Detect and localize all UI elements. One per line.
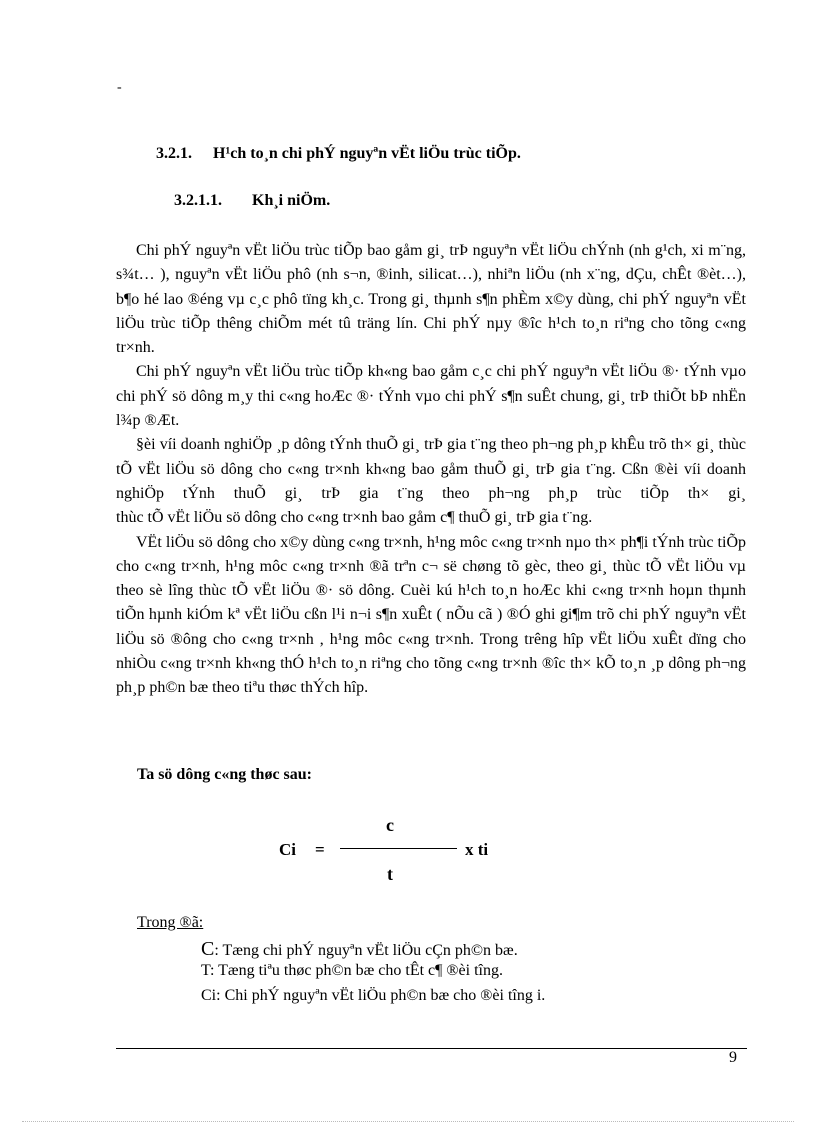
page-number: 9 <box>729 1049 737 1066</box>
legend-symbol: C <box>201 938 215 960</box>
paragraph: Chi phÝ nguyªn vËt liÖu trùc tiÕp bao gåm gi¸ trÞ nguyªn vËt liÖu chÝnh (nh g¹ch, xi m¨ng, s¾t… ), nguyªn vËt liÖu phô (nh s¬n, ®inh, silicat…), nhiªn liÖu (nh x¨ng, dÇu, chÊt ®èt…), b¶o hé lao ®éng vµ c¸c phô tïng kh¸c. Trong gi¸ thµnh s¶n phÈm x©y dùng, chi phÝ nguyªn vËt liÖu trùc tiÕp thêng chiÕm mét tû träng lín. Chi phÝ nµy ®îc h¹ch to¸n riªng cho tõng c«ng tr×nh. <box>116 242 746 357</box>
legend-item <box>201 962 503 980</box>
section-title: H¹ch to¸n chi phÝ nguyªn vËt liÖu trùc tiÕp. <box>213 145 521 162</box>
legend-symbol: T <box>201 962 210 979</box>
legend-text: : Tæng chi phÝ nguyªn vËt liÖu cÇn ph©n bæ. <box>214 942 518 959</box>
legend-title: Trong ®ã: <box>137 914 204 931</box>
paragraph: VËt liÖu sö dông cho x©y dùng c«ng tr×nh, h¹ng môc c«ng tr×nh nµo th× ph¶i tÝnh trùc tiÕp cho c«ng tr×nh, h¹ng môc c«ng tr×nh ®ã trªn c¬ së chøng tõ gèc, theo gi¸ thùc tÕ vËt liÖu vµ theo sè lîng thùc tÕ vËt liÖu ®· sö dông. Cuèi kú h¹ch to¸n hoÆc khi c«ng tr×nh hoµn thµnh tiÕn hµnh kiÓm kª vËt liÖu cßn l¹i n¬i s¶n xuÊt ( nÕu cã ) ®Ó ghi gi¶m trõ chi phÝ nguyªn vËt liÖu sö ®ông cho c«ng tr×nh , h¹ng môc c«ng tr×nh. Trong trêng hîp vËt liÖu xuÊt dïng cho nhiÒu c«ng tr×nh kh«ng thÓ h¹ch to¸n riªng cho tõng c«ng tr×nh ®îc th× kÕ to¸n ¸p dông ph¬ng ph¸p ph©n bæ theo tiªu thøc thÝch hîp. <box>116 533 746 697</box>
fraction-bar <box>340 848 457 849</box>
legend-item <box>201 938 518 961</box>
paragraph: §èi víi doanh nghiÖp ¸p dông tÝnh thuÕ gi¸ trÞ gia t¨ng theo ph¬ng ph¸p khÊu trõ th× gi¸ thùc tÕ vËt liÖu sö dông cho c«ng tr×nh kh«ng bao gåm thuÕ gi¸ trÞ gia t¨ng. Cßn ®èi víi doanh nghiÖp tÝnh thuÕ gi¸ trÞ gia t¨ng theo ph¬ng ph¸p trùc tiÕp th× gi¸ <box>116 436 746 502</box>
legend-text: : Tæng tiªu thøc ph©n bæ cho tÊt c¶ ®èi tîng. <box>209 962 503 979</box>
footer-rule <box>116 1048 747 1049</box>
formula-equals: = <box>315 840 325 859</box>
paragraph: Chi phÝ nguyªn vËt liÖu trùc tiÕp kh«ng bao gåm c¸c chi phÝ nguyªn vËt liÖu ®· tÝnh vµo chi phÝ sö dông m¸y thi c«ng hoÆc ®· tÝnh vµo chi phÝ s¶n suÊt chung, gi¸ trÞ thiÕt bÞ nhËn l¾p ®Æt. <box>116 363 746 430</box>
section-heading <box>156 145 521 163</box>
page-boundary <box>22 1121 794 1122</box>
page-marker: - <box>117 80 122 95</box>
formula-lhs: Ci <box>279 840 296 859</box>
paragraph: thùc tÕ vËt liÖu sö dông cho c«ng tr×nh bao gåm c¶ thuÕ gi¸ trÞ gia t¨ng. <box>116 509 593 527</box>
body-text <box>116 239 746 701</box>
formula-denominator: t <box>387 864 393 884</box>
formula-numerator: c <box>386 815 394 835</box>
formula-suffix: x ti <box>465 840 489 859</box>
legend-symbol: Ci <box>201 987 217 1004</box>
subsection-heading <box>174 192 330 210</box>
legend-item <box>201 987 545 1005</box>
subsection-title: Kh¸i niÖm. <box>252 192 331 209</box>
subsection-number: 3.2.1.1. <box>174 192 222 209</box>
formula-label: Ta sö dông c«ng thøc sau: <box>137 766 313 783</box>
legend-text: : Chi phÝ nguyªn vËt liÖu ph©n bæ cho ®èi tîng i. <box>216 987 546 1004</box>
section-number: 3.2.1. <box>156 145 192 162</box>
